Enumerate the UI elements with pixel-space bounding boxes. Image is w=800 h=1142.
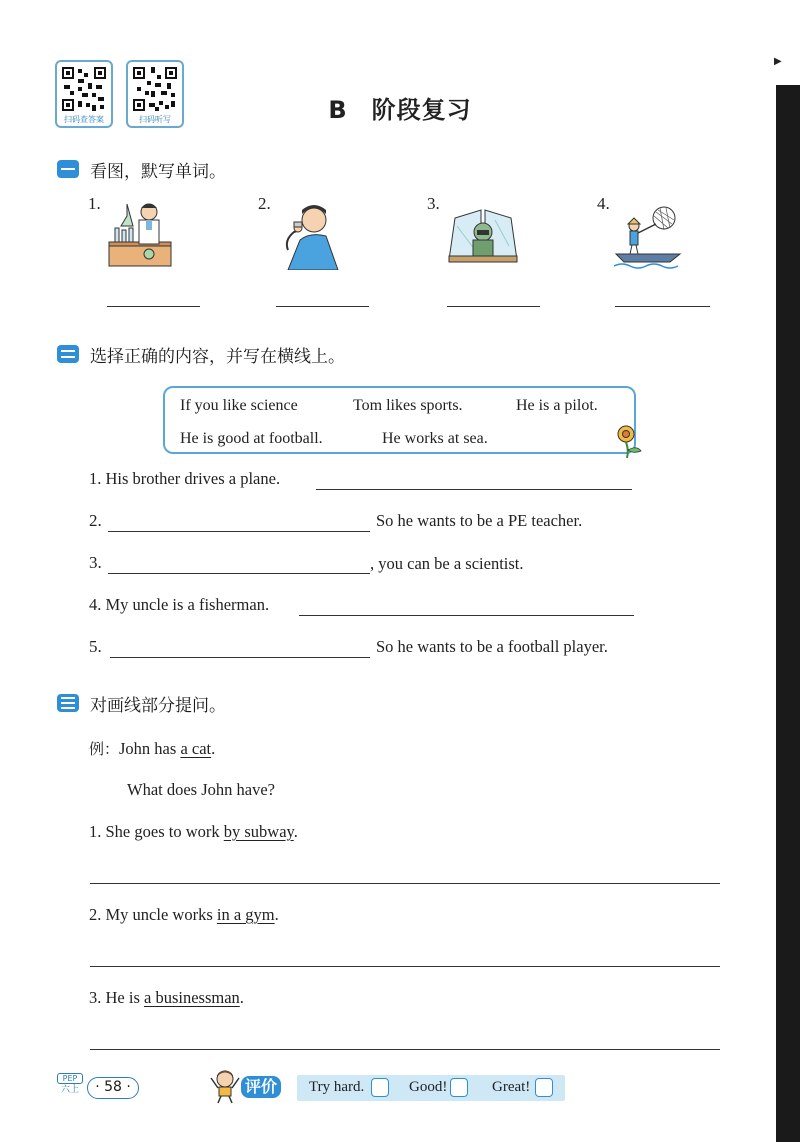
word-bank-option: He is a pilot. xyxy=(516,397,598,414)
fisherman-boat-icon xyxy=(614,204,684,270)
rating-label: Good! xyxy=(409,1079,448,1095)
question-number: 5. xyxy=(89,637,102,656)
grade-label: 六上 xyxy=(60,1085,79,1095)
example-label: 例： xyxy=(89,740,120,758)
coach-whistle-icon xyxy=(280,200,346,270)
exercise-line-1 xyxy=(89,469,280,489)
answer-blank[interactable] xyxy=(276,306,369,307)
exercise-line-4 xyxy=(89,595,269,615)
rating-checkbox-great[interactable] xyxy=(535,1078,553,1097)
exercise-sentence-2 xyxy=(89,905,279,925)
page-title xyxy=(0,90,800,125)
question-number: 3. xyxy=(89,988,102,1007)
answer-blank[interactable] xyxy=(615,306,710,307)
exercise-sentence-3 xyxy=(89,988,244,1008)
word-bank-option: He works at sea. xyxy=(382,430,488,447)
question-text: My uncle is a fisherman. xyxy=(105,595,270,614)
answer-blank[interactable] xyxy=(299,615,634,616)
example-text: John has xyxy=(119,739,181,758)
answer-blank[interactable] xyxy=(316,489,632,490)
cheering-kid-icon xyxy=(209,1068,241,1104)
section-three-icon xyxy=(57,694,79,712)
question-text: His brother drives a plane. xyxy=(105,469,281,488)
word-bank-option: He is good at football. xyxy=(180,430,323,447)
answer-blank[interactable] xyxy=(110,657,370,658)
question-text: My uncle works xyxy=(105,905,217,924)
answer-line[interactable] xyxy=(90,883,720,884)
section-three-title: 对画线部分提问。 xyxy=(90,696,226,716)
underlined-phrase: a businessman xyxy=(144,988,240,1007)
example-punct: . xyxy=(211,739,216,758)
underlined-phrase: by subway xyxy=(223,822,294,841)
question-punct: . xyxy=(293,822,298,841)
answer-line[interactable] xyxy=(90,1049,720,1050)
item-number: 2. xyxy=(258,194,271,213)
rating-label: Try hard. xyxy=(309,1079,365,1095)
page-marker-icon: ▶ xyxy=(774,56,782,67)
qr-caption: 扫码听写 xyxy=(139,115,171,124)
edition-badge xyxy=(57,1073,83,1097)
example-answer: What does John have? xyxy=(127,780,275,799)
question-text: , you can be a scientist. xyxy=(370,554,524,573)
word-bank-option: If you like science xyxy=(180,397,298,414)
flower-icon xyxy=(611,423,645,459)
scan-edge-bar xyxy=(776,85,800,1142)
question-punct: . xyxy=(239,988,244,1007)
question-number: 1. xyxy=(89,469,102,488)
question-text: He is xyxy=(105,988,144,1007)
exercise-sentence-1 xyxy=(89,822,298,842)
answer-blank[interactable] xyxy=(108,531,370,532)
section-two-icon xyxy=(57,345,79,363)
word-bank-option: Tom likes sports. xyxy=(353,397,463,414)
pilot-cockpit-icon xyxy=(445,206,521,264)
rating-checkbox-try-hard[interactable] xyxy=(371,1078,389,1097)
edition-label: PEP xyxy=(57,1073,83,1084)
answer-blank[interactable] xyxy=(447,306,540,307)
question-text: She goes to work xyxy=(105,822,224,841)
answer-blank[interactable] xyxy=(108,573,370,574)
question-number: 3. xyxy=(89,553,102,572)
question-text: So he wants to be a PE teacher. xyxy=(376,511,583,530)
evaluation-label: 评价 xyxy=(241,1076,281,1098)
answer-line[interactable] xyxy=(90,966,720,967)
title-letter: B xyxy=(328,96,348,124)
underlined-phrase: in a gym xyxy=(216,905,275,924)
rating-label: Great! xyxy=(492,1079,531,1095)
item-number: 4. xyxy=(597,194,610,213)
section-one-icon xyxy=(57,160,79,178)
item-number: 1. xyxy=(88,194,101,213)
example-sentence xyxy=(89,738,215,759)
question-number: 1. xyxy=(89,822,102,841)
question-punct: . xyxy=(274,905,279,924)
question-number: 2. xyxy=(89,905,102,924)
question-number: 2. xyxy=(89,511,102,530)
question-number: 4. xyxy=(89,595,102,614)
item-number: 3. xyxy=(427,194,440,213)
page-number: · 58 · xyxy=(87,1077,139,1099)
title-text: 阶段复习 xyxy=(371,96,472,124)
scientist-icon xyxy=(105,198,175,270)
rating-checkbox-good[interactable] xyxy=(450,1078,468,1097)
section-one-title: 看图，默写单词。 xyxy=(90,162,226,182)
question-text: So he wants to be a football player. xyxy=(376,637,608,656)
answer-blank[interactable] xyxy=(107,306,200,307)
section-two-title: 选择正确的内容，并写在横线上。 xyxy=(90,347,345,367)
qr-caption: 扫码查答案 xyxy=(64,115,104,124)
underlined-phrase: a cat xyxy=(180,739,212,758)
